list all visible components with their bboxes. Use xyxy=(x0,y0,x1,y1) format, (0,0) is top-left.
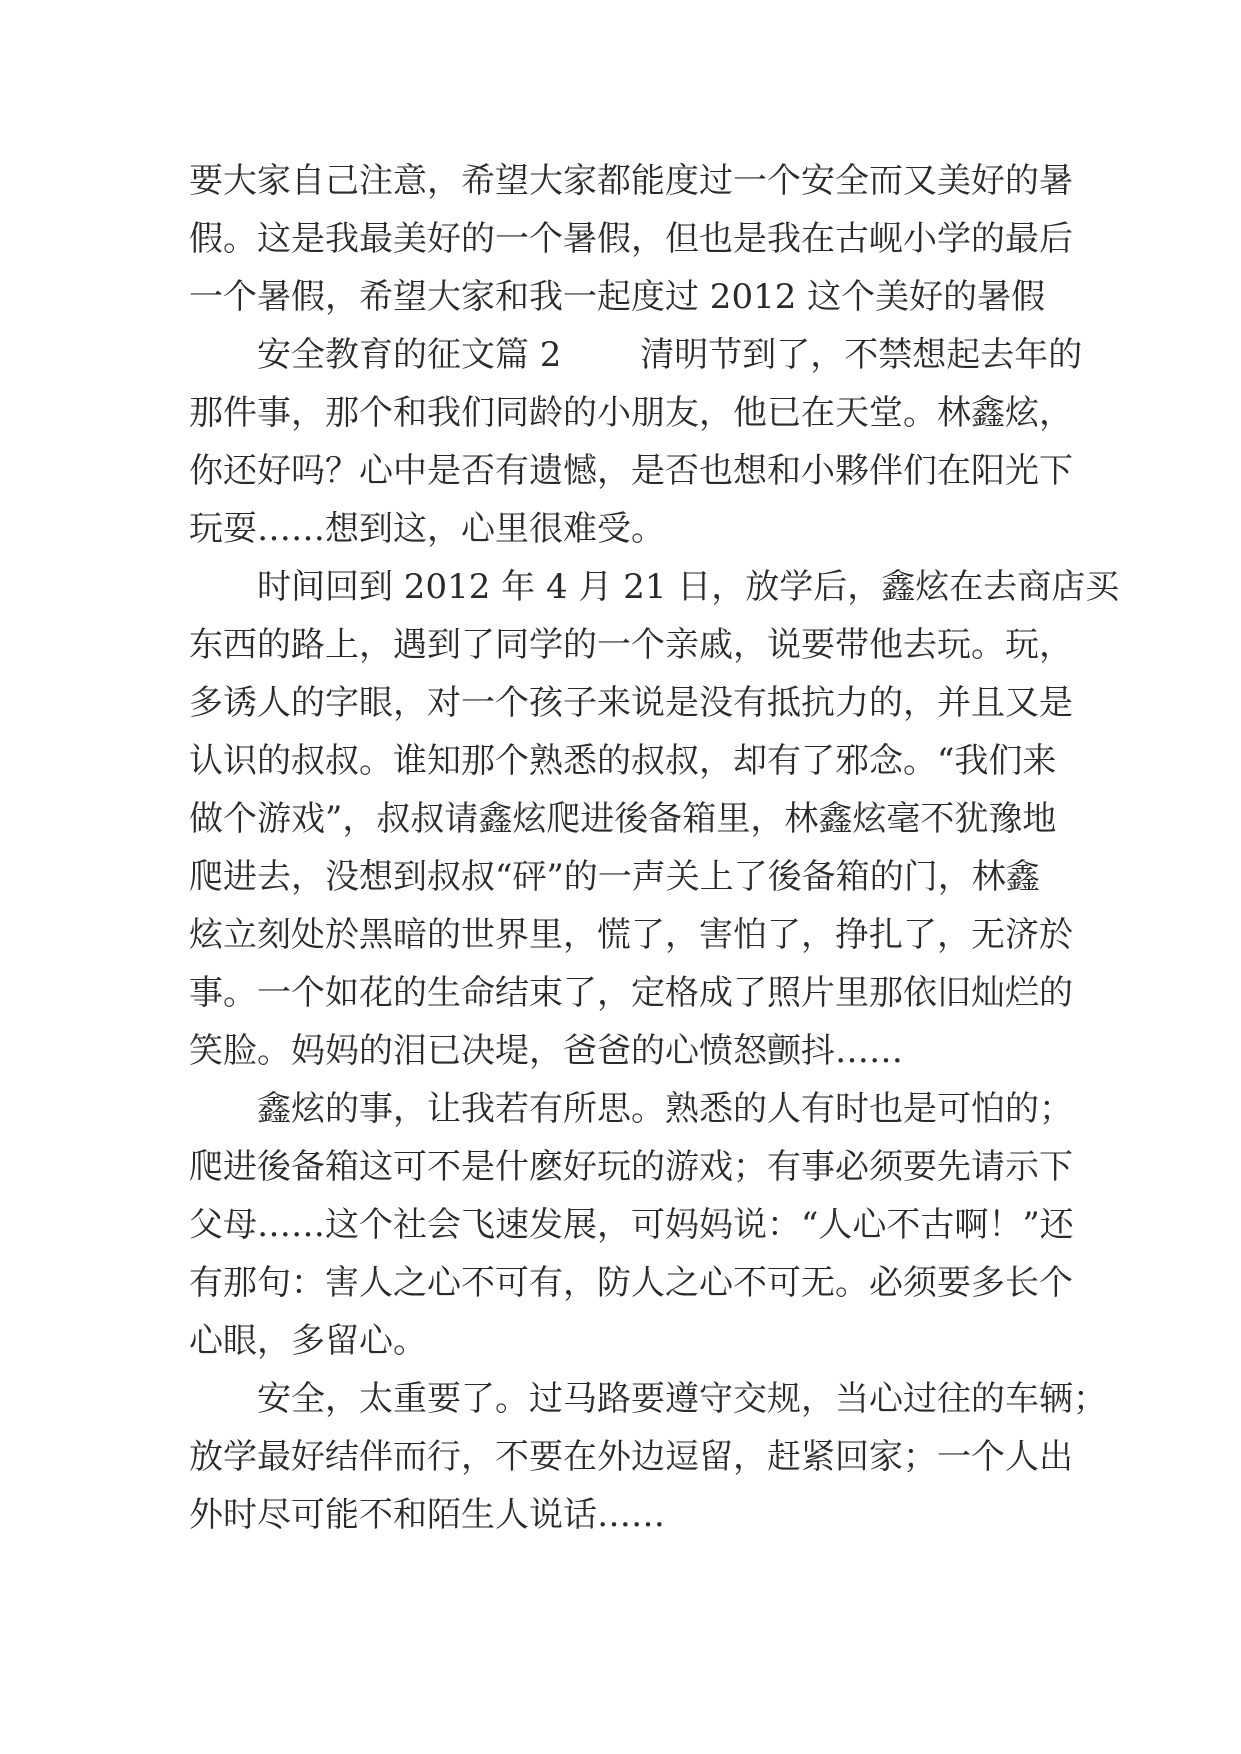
text-line: 事。一个如花的生命结束了，定格成了照片里那依旧灿烂的 xyxy=(189,973,1073,1013)
text-line: 玩耍……想到这，心里很难受。 xyxy=(189,509,665,549)
text-line: 爬进後备箱这可不是什麽好玩的游戏；有事必须要先请示下 xyxy=(189,1147,1073,1187)
text-line: 爬进去，没想到叔叔“砰”的一声关上了後备箱的门，林鑫 xyxy=(189,857,1040,897)
text-line: 安全，太重要了。过马路要遵守交规，当心过往的车辆； xyxy=(189,1379,1107,1419)
text-line: 做个游戏”，叔叔请鑫炫爬进後备箱里，林鑫炫毫不犹豫地 xyxy=(189,799,1057,839)
text-line: 外时尽可能不和陌生人说话…… xyxy=(189,1495,665,1535)
text-line: 东西的路上，遇到了同学的一个亲戚，说要带他去玩。玩， xyxy=(189,625,1073,665)
section-heading-line: 安全教育的征文篇 2 清明节到了，不禁想起去年的 xyxy=(189,335,1083,375)
text-line: 放学最好结伴而行，不要在外边逗留，赶紧回家；一个人出 xyxy=(189,1437,1073,1477)
text-line: 笑脸。妈妈的泪已决堤，爸爸的心愤怒颤抖…… xyxy=(189,1031,903,1071)
text-line: 父母……这个社会飞速发展，可妈妈说：“人心不古啊！”还 xyxy=(189,1205,1074,1245)
text-line: 假。这是我最美好的一个暑假，但也是我在古岘小学的最后 xyxy=(189,219,1073,259)
text-line: 多诱人的字眼，对一个孩子来说是没有抵抗力的，并且又是 xyxy=(189,683,1073,723)
text-line: 鑫炫的事，让我若有所思。熟悉的人有时也是可怕的； xyxy=(189,1089,1073,1129)
text-line: 心眼，多留心。 xyxy=(189,1321,427,1361)
text-line: 一个暑假，希望大家和我一起度过 2012 这个美好的暑假 xyxy=(189,277,1046,317)
text-line: 炫立刻处於黑暗的世界里，慌了，害怕了，挣扎了，无济於 xyxy=(189,915,1073,955)
text-line: 你还好吗？心中是否有遗憾，是否也想和小夥伴们在阳光下 xyxy=(189,451,1073,491)
text-line: 认识的叔叔。谁知那个熟悉的叔叔，却有了邪念。“我们来 xyxy=(189,741,1057,781)
text-line: 时间回到 2012 年 4 月 21 日，放学后，鑫炫在去商店买 xyxy=(189,567,1120,607)
text-line: 那件事，那个和我们同龄的小朋友，他已在天堂。林鑫炫， xyxy=(189,393,1073,433)
document-body xyxy=(189,152,1120,1544)
text-line: 有那句：害人之心不可有，防人之心不可无。必须要多长个 xyxy=(189,1263,1073,1303)
text-line: 要大家自己注意，希望大家都能度过一个安全而又美好的暑 xyxy=(189,161,1073,201)
